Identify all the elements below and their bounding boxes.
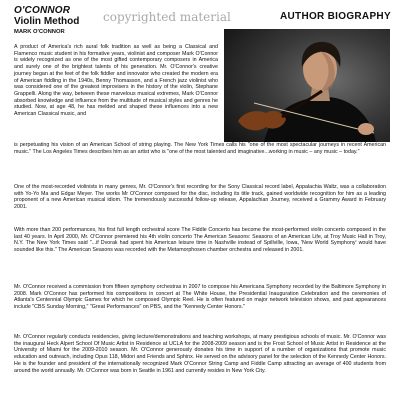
logo — [14, 6, 94, 27]
author-photo — [224, 29, 390, 142]
copyright-watermark: copyrighted material — [103, 10, 231, 24]
bio-paragraph-education: Mr. O'Connor regularly conducts residencies, giving lecture/demonstrations and teaching workshops, at many prestigious schools of music. Mr. O'Connor was the inaugural Heck Alpert School Of Music Artist in Residence at UCLA for the 2008-2009 season and is the Frost School of Music Artist in Residence at the University of Miami for the 2009-2010 season. Mr. O'Connor generously donates his time in support of a number of organizations that promote music education and outreach, including Opus 118, Midori and Friends and Sphinx. He served on the advisory panel for the selection of the Kennedy Center Honors. He is the founder and president of the internationally recognized Mark O'Connor String Camp and Fiddle Camp attracting an average of 400 students from around the world annually. Mr. O'Connor was born in Seattle in 1961 and currently resides in New York City. — [14, 334, 386, 374]
section-title: AUTHOR BIOGRAPHY — [280, 11, 391, 22]
logo-bottom-text: Violin Method — [14, 16, 80, 27]
bio-paragraph-recordings: One of the most-recorded violinists in many genres, Mr. O'Connor's first recording for the Sony Classical record label, Appalachia Waltz, was a collaboration with Yo-Yo Ma and Edgar Meyer. The works Mr O'Connor composed for the disc, including its title track, gained worldwide recognition for him as a leading proponent of a new American musical idiom. The tremendously successful follow-up release, Appalachian Journey, received a Grammy Award in February 2001. — [14, 184, 386, 211]
logo-top-text: O'CONNOR — [14, 5, 71, 16]
bio-paragraph-concertos: With more than 200 performances, his first full length orchestral score The Fiddle Concerto has become the most-performed violin concerto composed in the last 40 years. In April 2000, Mr. O'Connor premiered his 4th violin concerto The American Seasons: Seasons of an American Life, at Troy Music Hall in Troy, N.Y. The New York Times said "...if Dvorak had spent his American leisure time in Nashville instead of Spillville, Iowa, 'New World Symphony' would have sounded like this." The American Seasons was recorded with the Metamorphosen chamber orchestra and released in 2001. — [14, 227, 386, 254]
bio-paragraph-intro-cont: is perpetuating his vision of an American School of string playing. The New York Times calls his "one of the most spectacular journeys in recent American music." The Los Angeles Times describes him as an artist who is "one of the most talented and imaginative...working in music – any music – today." — [14, 142, 386, 155]
bio-paragraph-commissions: Mr. O'Connor received a commission from fifteen symphony orchestras in 2007 to compose his Americana Symphony recorded by the Baltimore Symphony in 2008. Mark O'Connor has performed his compositions in concert at The White House, the Presidential Inauguration Celebration and the ceremonies of Atlanta's Centennial Olympic Games for which he composed Olympic Reel. He is often featured on major network television shows, and past appearances include "CBS Sunday Morning," "Great Performances" on PBS, and the "Kennedy Center Honors." — [14, 284, 386, 311]
author-name: MARK O'CONNOR — [14, 29, 65, 35]
bio-paragraph-intro: A product of America's rich aural folk tradition as well as being a Classical and Flamenco music student in his formative years, violinist and composer Mark O'Connor is widely recognized as one of the most gifted contemporary composers in America and surely one of the brightest talents of his generation. Mr. O'Connor's creative journey began at the feet of the folk fiddler and innovator who created the modern era of American fiddling in the 1940s, Benny Thomasson, and a French jazz violinist who was considered one of the greatest improvisers in the history of the violin, Stephane Grappelli. Along the way, between these marvelous musical extremes, Mark O'Connor absorbed knowledge and influence from the multitude of musical styles and genres he studied. Now, at age 48, he has melded and shaped these influences into a new American Classical music, and — [14, 44, 218, 118]
violinist-portrait-icon — [224, 29, 390, 142]
